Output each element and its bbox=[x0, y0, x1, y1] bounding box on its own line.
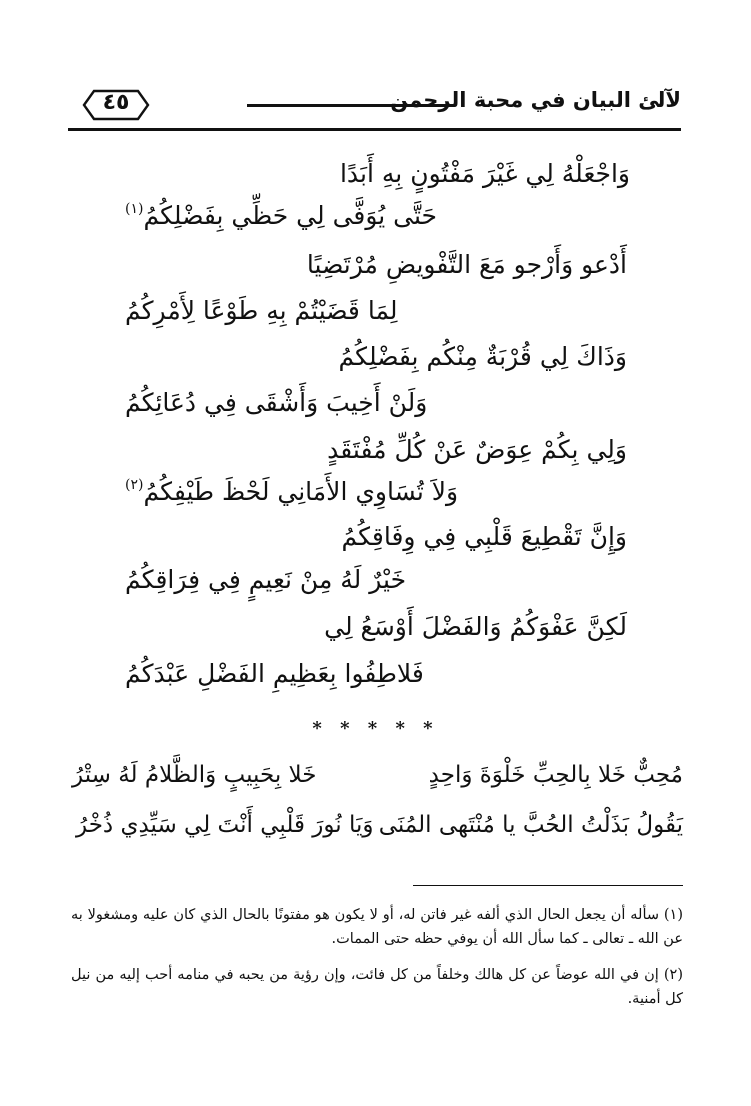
footnote-marker-2: (٢) bbox=[125, 477, 144, 493]
verse-line-8 bbox=[125, 478, 458, 506]
couplet-1-first-hemistich: مُحِبٌّ خَلا بِالحِبِّ خَلْوَةَ وَاحِدٍ bbox=[428, 762, 683, 788]
verse-line-6: وَلَنْ أَخِيبَ وَأَشْقَى فِي دُعَائِكُمُ bbox=[125, 388, 428, 417]
couplet-1-second-hemistich: خَلا بِحَبِيبٍ وَالظَّلامُ لَهُ سِتْرُ bbox=[72, 762, 317, 788]
header-rule-long bbox=[68, 128, 681, 131]
header-rule-short bbox=[247, 104, 453, 107]
verse-line-3: أَدْعو وَأَرْجو مَعَ التَّفْويضِ مُرْتَضِيًا bbox=[306, 250, 627, 279]
verse-line-10: خَيْرٌ لَهُ مِنْ نَعِيمٍ فِي فِرَاقِكُمُ bbox=[125, 565, 407, 594]
page-number: ٤٥ bbox=[102, 90, 130, 115]
couplet-2-first-hemistich: يَقُولُ بَذَلْتُ الحُبَّ يا مُنْتَهى المُنَى bbox=[378, 812, 683, 838]
verse-line-4: لِمَا قَضَيْتُمْ بِهِ طَوْعًا لِأَمْرِكُمُ bbox=[125, 296, 398, 325]
verse-line-2 bbox=[125, 202, 437, 230]
verse-line-7: وَلِي بِكُمْ عِوَضٌ عَنْ كُلِّ مُفْتَقَدٍ bbox=[327, 435, 627, 464]
page-number-badge bbox=[80, 88, 152, 122]
verse-text: حَتَّى يُوَفَّى لِي حَظِّي بِفَضْلِكُمُ bbox=[143, 201, 438, 230]
verse-line-1: وَاجْعَلْهُ لِي غَيْرَ مَفْتُونٍ بِهِ أَبَدًا bbox=[339, 159, 630, 188]
verse-line-5: وَذَاكَ لِي قُرْبَةٌ مِنْكُم بِفَضْلِكُمُ bbox=[338, 342, 627, 371]
verse-line-9: وَإِنَّ تَقْطِيعَ قَلْبِي فِي وِفَاقِكُمُ bbox=[341, 522, 627, 551]
footnote-1: (١) سأله أن يجعل الحال الذي ألفه غير فاتن له، أو لا يكون هو مفتونًا بالحال الذي كان عليه ومشغولا به عن الله ـ تعالى ـ كما سأل الله أن يوفي حظه حتى الممات. bbox=[71, 907, 683, 947]
verse-line-11: لَكِنَّ عَفْوَكُمُ وَالفَضْلَ أَوْسَعُ لِي bbox=[324, 612, 627, 641]
page-header bbox=[68, 70, 681, 130]
couplet-2-second-hemistich: وَيَا نُورَ قَلْبِي أَنْتَ لِي سَيِّدِي ذُخْرُ bbox=[76, 812, 374, 838]
section-separator: * * * * * bbox=[312, 718, 439, 739]
footnote-2: (٢) إن في الله عوضاً عن كل هالك وخلفاً من كل فائت، وإن رؤية من يحبه في منامه أحب إليه من نيل كل أمنية. bbox=[71, 967, 683, 1007]
footnote-marker-1: (١) bbox=[125, 201, 144, 217]
running-title: لآلئ البيان في محبة الرحمن bbox=[390, 88, 681, 112]
footnote-rule bbox=[413, 885, 683, 886]
verse-text: وَلاَ تُسَاوِي الأَمَانِي لَحْظَ طَيْفِكُمُ bbox=[143, 477, 459, 506]
verse-line-12: فَلاطِفُوا بِعَظِيمِ الفَضْلِ عَبْدَكُمُ bbox=[125, 659, 424, 688]
